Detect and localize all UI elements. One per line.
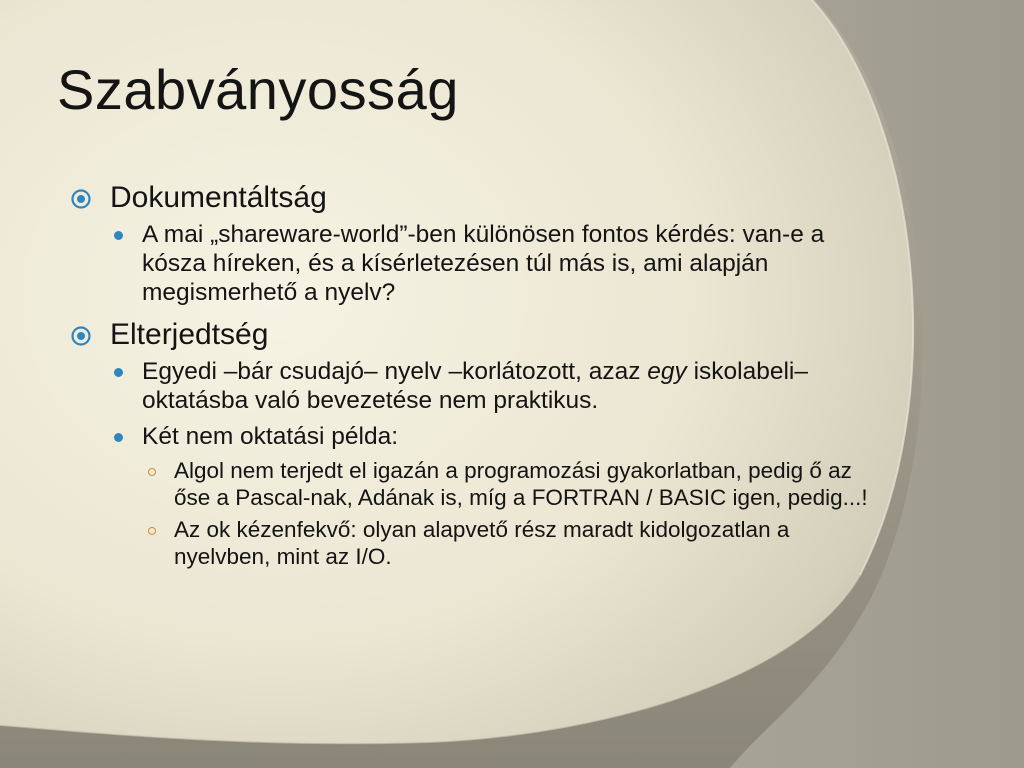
bullet-text-end: iskolabeli– oktatásba való bevezetése nem praktikus. [142, 358, 808, 414]
target-circle-icon [70, 188, 92, 210]
subbullet-algol [146, 458, 874, 511]
bullet-egyedi-nyelv [114, 357, 862, 415]
bullet-text: Két nem oktatási példa: [142, 423, 399, 450]
slide-title: Szabványosság [57, 58, 459, 121]
bullet-elterjedtseg [70, 317, 870, 353]
slide-content [70, 180, 870, 576]
bullet-ket-pelda [114, 422, 862, 451]
bullet-dokumentaltsag [70, 180, 870, 216]
ring-icon [148, 468, 156, 476]
dot-icon [114, 231, 123, 240]
bullet-shareware-world [114, 220, 862, 307]
subbullet-text: Az ok kézenfekvő: olyan alapvető rész maradt kidolgozatlan a nyelvben, mint az I/O. [174, 517, 790, 569]
section-heading: Elterjedtség [110, 318, 269, 351]
target-circle-icon [70, 325, 92, 347]
bullet-text: A mai „shareware-world”-ben különösen fontos kérdés: van-e a kósza híreken, és a kísérletezésen túl más is, ami alapján megismerhető a nyelv? [142, 221, 825, 306]
subbullet-io [146, 517, 874, 570]
subbullet-text: Algol nem terjedt el igazán a programozási gyakorlatban, pedig ő az őse a Pascal-nak, Adának is, míg a FORTRAN / BASIC igen, pedig...! [174, 458, 868, 510]
bullet-text-italic: egy [647, 358, 687, 385]
bullet-text-start: Egyedi –bár csudajó– nyelv –korlátozott, azaz [142, 358, 648, 385]
ring-icon [148, 527, 156, 535]
section-heading: Dokumentáltság [110, 181, 327, 214]
dot-icon [114, 433, 123, 442]
dot-icon [114, 368, 123, 377]
